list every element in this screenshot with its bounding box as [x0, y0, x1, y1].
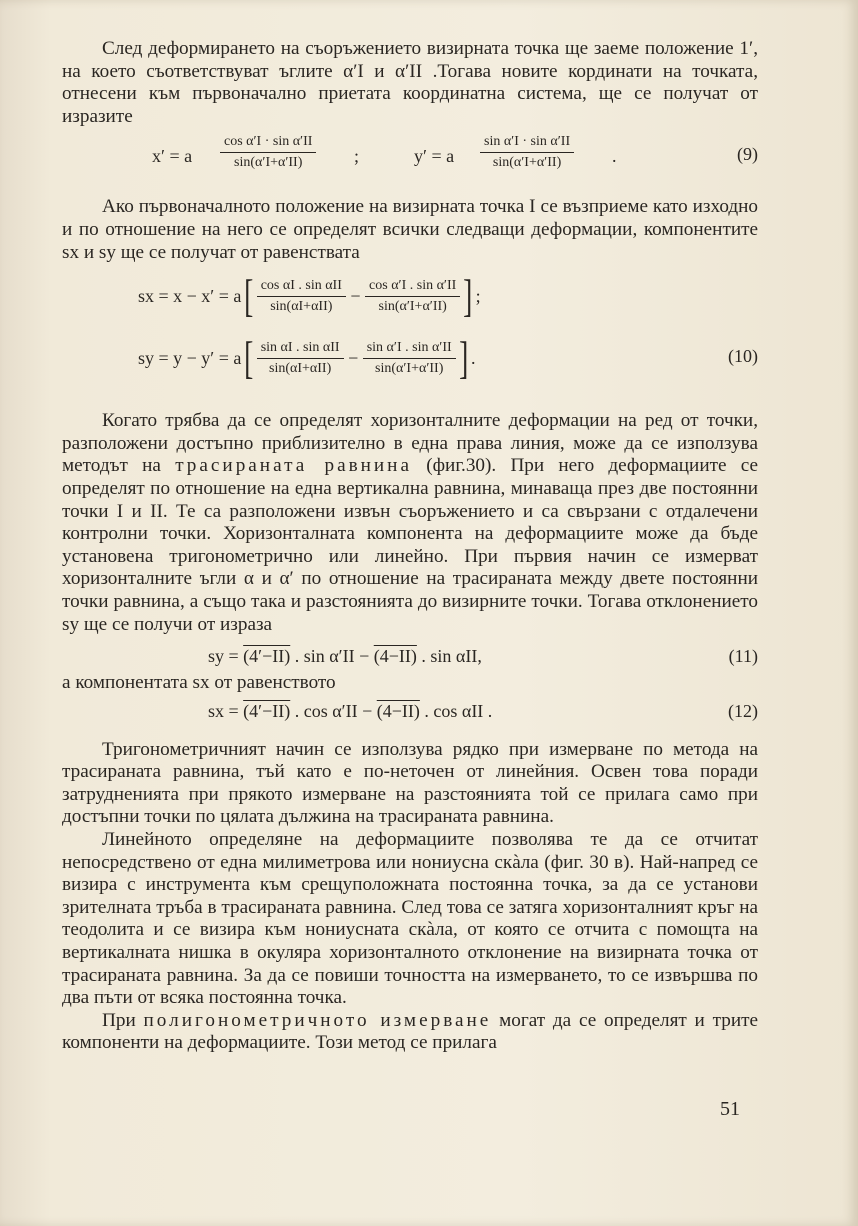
eq9-x-fraction [220, 134, 316, 171]
eq11-body [208, 646, 482, 667]
paragraph-1: След деформирането на съоръжението визирната точка ще заеме положение 1′, на което съответствуват ъглите α′I и α′II .Тогава новите кординати на точката, отнесени към първоначално приетата координатна система, ще се получат от изразите [62, 38, 758, 127]
paragraph-2: Ако първоначалното положение на визирната точка I се възприеме като изходно и по отношение на него се определят всички следващи деформации, компонентите sx и sy ще се получат от равенствата [62, 196, 758, 263]
eq12-tail: . cos αII . [419, 700, 493, 721]
equation-10 [62, 268, 758, 392]
paragraph-3-spaced-term: трасираната равнина [175, 455, 412, 477]
eq10-sx-fraction-1 [257, 278, 346, 315]
eq9-y-fraction [480, 134, 574, 171]
eq10-sy-row [138, 330, 476, 386]
eq12-number: (12) [728, 700, 758, 721]
paragraph-4: а компонентата sx от равенството [62, 672, 336, 694]
eq10-number: (10) [728, 346, 758, 367]
equation-12 [62, 697, 758, 727]
eq10-sx-denominator-2: sin(α′I+α′II) [378, 298, 447, 314]
eq9-x-numerator: cos α′I · sin α′II [220, 134, 316, 153]
eq11-number: (11) [728, 646, 758, 667]
eq12-middle: . cos α′II − [290, 700, 377, 721]
eq10-sy-end: . [471, 347, 476, 368]
paragraph-6: Линейното определяне на деформациите позволява те да се отчитат непосредствено от една милиметрова или нониусна скàла (фиг. 30 в). Най-напред се визира с инструмента към срещуположната постоянна точка, за да се установи зрителната тръба в трасираната равнина. След това се затяга хоризонталният кръг на теодолита и се визира към нониусната скàла, от която се отчита с помощта на вертикалната нишка в окуляра хоризонталното отклонение на визирната точка от трасираната равнина. За да се повиши точността на измерването, то се извършва по два пъти от всяка постоянна точка. [62, 829, 758, 1009]
eq12-distance-2: (4−II) [376, 700, 420, 721]
paragraph-7-spaced-term: полигонометричното измерване [143, 1009, 492, 1031]
eq10-sy-right-bracket: ] [458, 332, 468, 384]
eq11-distance-1: (4′−II) [243, 646, 291, 667]
eq10-sx-end: ; [475, 285, 481, 306]
eq10-sx-minus: − [345, 285, 366, 306]
eq10-sx-fraction-2 [365, 278, 460, 315]
eq10-sy-numerator-2: sin α′I . sin α′II [363, 340, 456, 359]
eq10-sy-fraction-1 [257, 340, 344, 377]
eq10-sy-minus: − [343, 347, 363, 368]
eq11-middle: . sin α′II − [290, 646, 374, 667]
eq9-x-denominator: sin(α′I+α′II) [234, 155, 303, 171]
eq9-separator: ; [354, 146, 360, 167]
paragraph-7-part-1: При [102, 1009, 144, 1031]
eq11-lhs: sy = [208, 646, 244, 667]
eq12-body [208, 701, 492, 722]
eq10-sx-denominator-1: sin(αI+αII) [270, 298, 333, 314]
eq10-sx-numerator-1: cos αI . sin αII [257, 278, 346, 297]
eq12-distance-1: (4′−II) [243, 700, 291, 721]
eq10-sx-row [138, 268, 481, 324]
eq9-number: (9) [737, 144, 758, 165]
eq10-sx-right-bracket: ] [463, 270, 473, 322]
paragraph-5: Тригонометричният начин се използува рядко при измерване по метода на трасираната равнина, тъй като е по-неточен от линейния. Освен това поради затрудненията при прякото измерване на разстоянията той се прилага само при достъпни точки по цялата дължина на трасираната равнина. [62, 738, 758, 828]
eq9-y-lhs: y′ = a [414, 146, 455, 167]
paragraph-3-part-2: (фиг.30). При него деформациите се определят по отношение на една вертикална равнина, минаваща през две постоянни точки I и II. Те са разположени извън съоръжението и са свързани с отдалечени контролни точки. Хоризонталната компонента на деформациите може да бъде установена тригонометрично или линейно. При първия начин се измерват хоризонталните ъгли α и α′ по отношение на трасираната между двете постоянни точки равнина, а също така и разстоянията до визирните точки. Тогава отклонението sy ще се получи от израза [62, 455, 759, 635]
eq10-sx-lhs: sx = x − x′ = a [138, 285, 242, 306]
equation-11 [62, 642, 758, 672]
eq10-sy-numerator-1: sin αI . sin αII [257, 340, 344, 359]
eq10-sy-fraction-2 [363, 340, 456, 377]
eq9-y-denominator: sin(α′I+α′II) [492, 155, 562, 171]
eq9-x-lhs: x′ = a [152, 146, 193, 167]
eq9-y-numerator: sin α′I · sin α′II [480, 134, 574, 153]
paragraph-3 [62, 410, 758, 636]
page-text [62, 38, 758, 1055]
paragraph-3-part-1: Когато трябва да се определят хоризонталните деформации на ред от точки, разположени достъпно приблизително в една права линия, може да се използува методът на [62, 410, 758, 477]
eq11-distance-2: (4−II) [373, 646, 417, 667]
eq12-lhs: sx = [208, 700, 244, 721]
paragraph-7-part-2: могат да се определят и трите компоненти на деформациите. Този метод се прилага [62, 1009, 758, 1054]
eq10-sy-left-bracket: [ [244, 332, 254, 384]
eq10-sy-lhs: sy = y − y′ = a [138, 347, 242, 368]
eq9-end: . [612, 146, 617, 167]
eq10-sy-denominator-2: sin(α′I+α′II) [375, 360, 444, 376]
eq10-sx-numerator-2: cos α′I . sin α′II [365, 278, 460, 297]
eq10-sx-left-bracket: [ [244, 270, 254, 322]
paragraph-7 [62, 1010, 758, 1055]
eq10-sy-denominator-1: sin(αI+αII) [269, 360, 332, 376]
page-number: 51 [720, 1098, 740, 1120]
eq11-tail: . sin αII, [416, 646, 482, 667]
equation-9 [62, 132, 758, 194]
